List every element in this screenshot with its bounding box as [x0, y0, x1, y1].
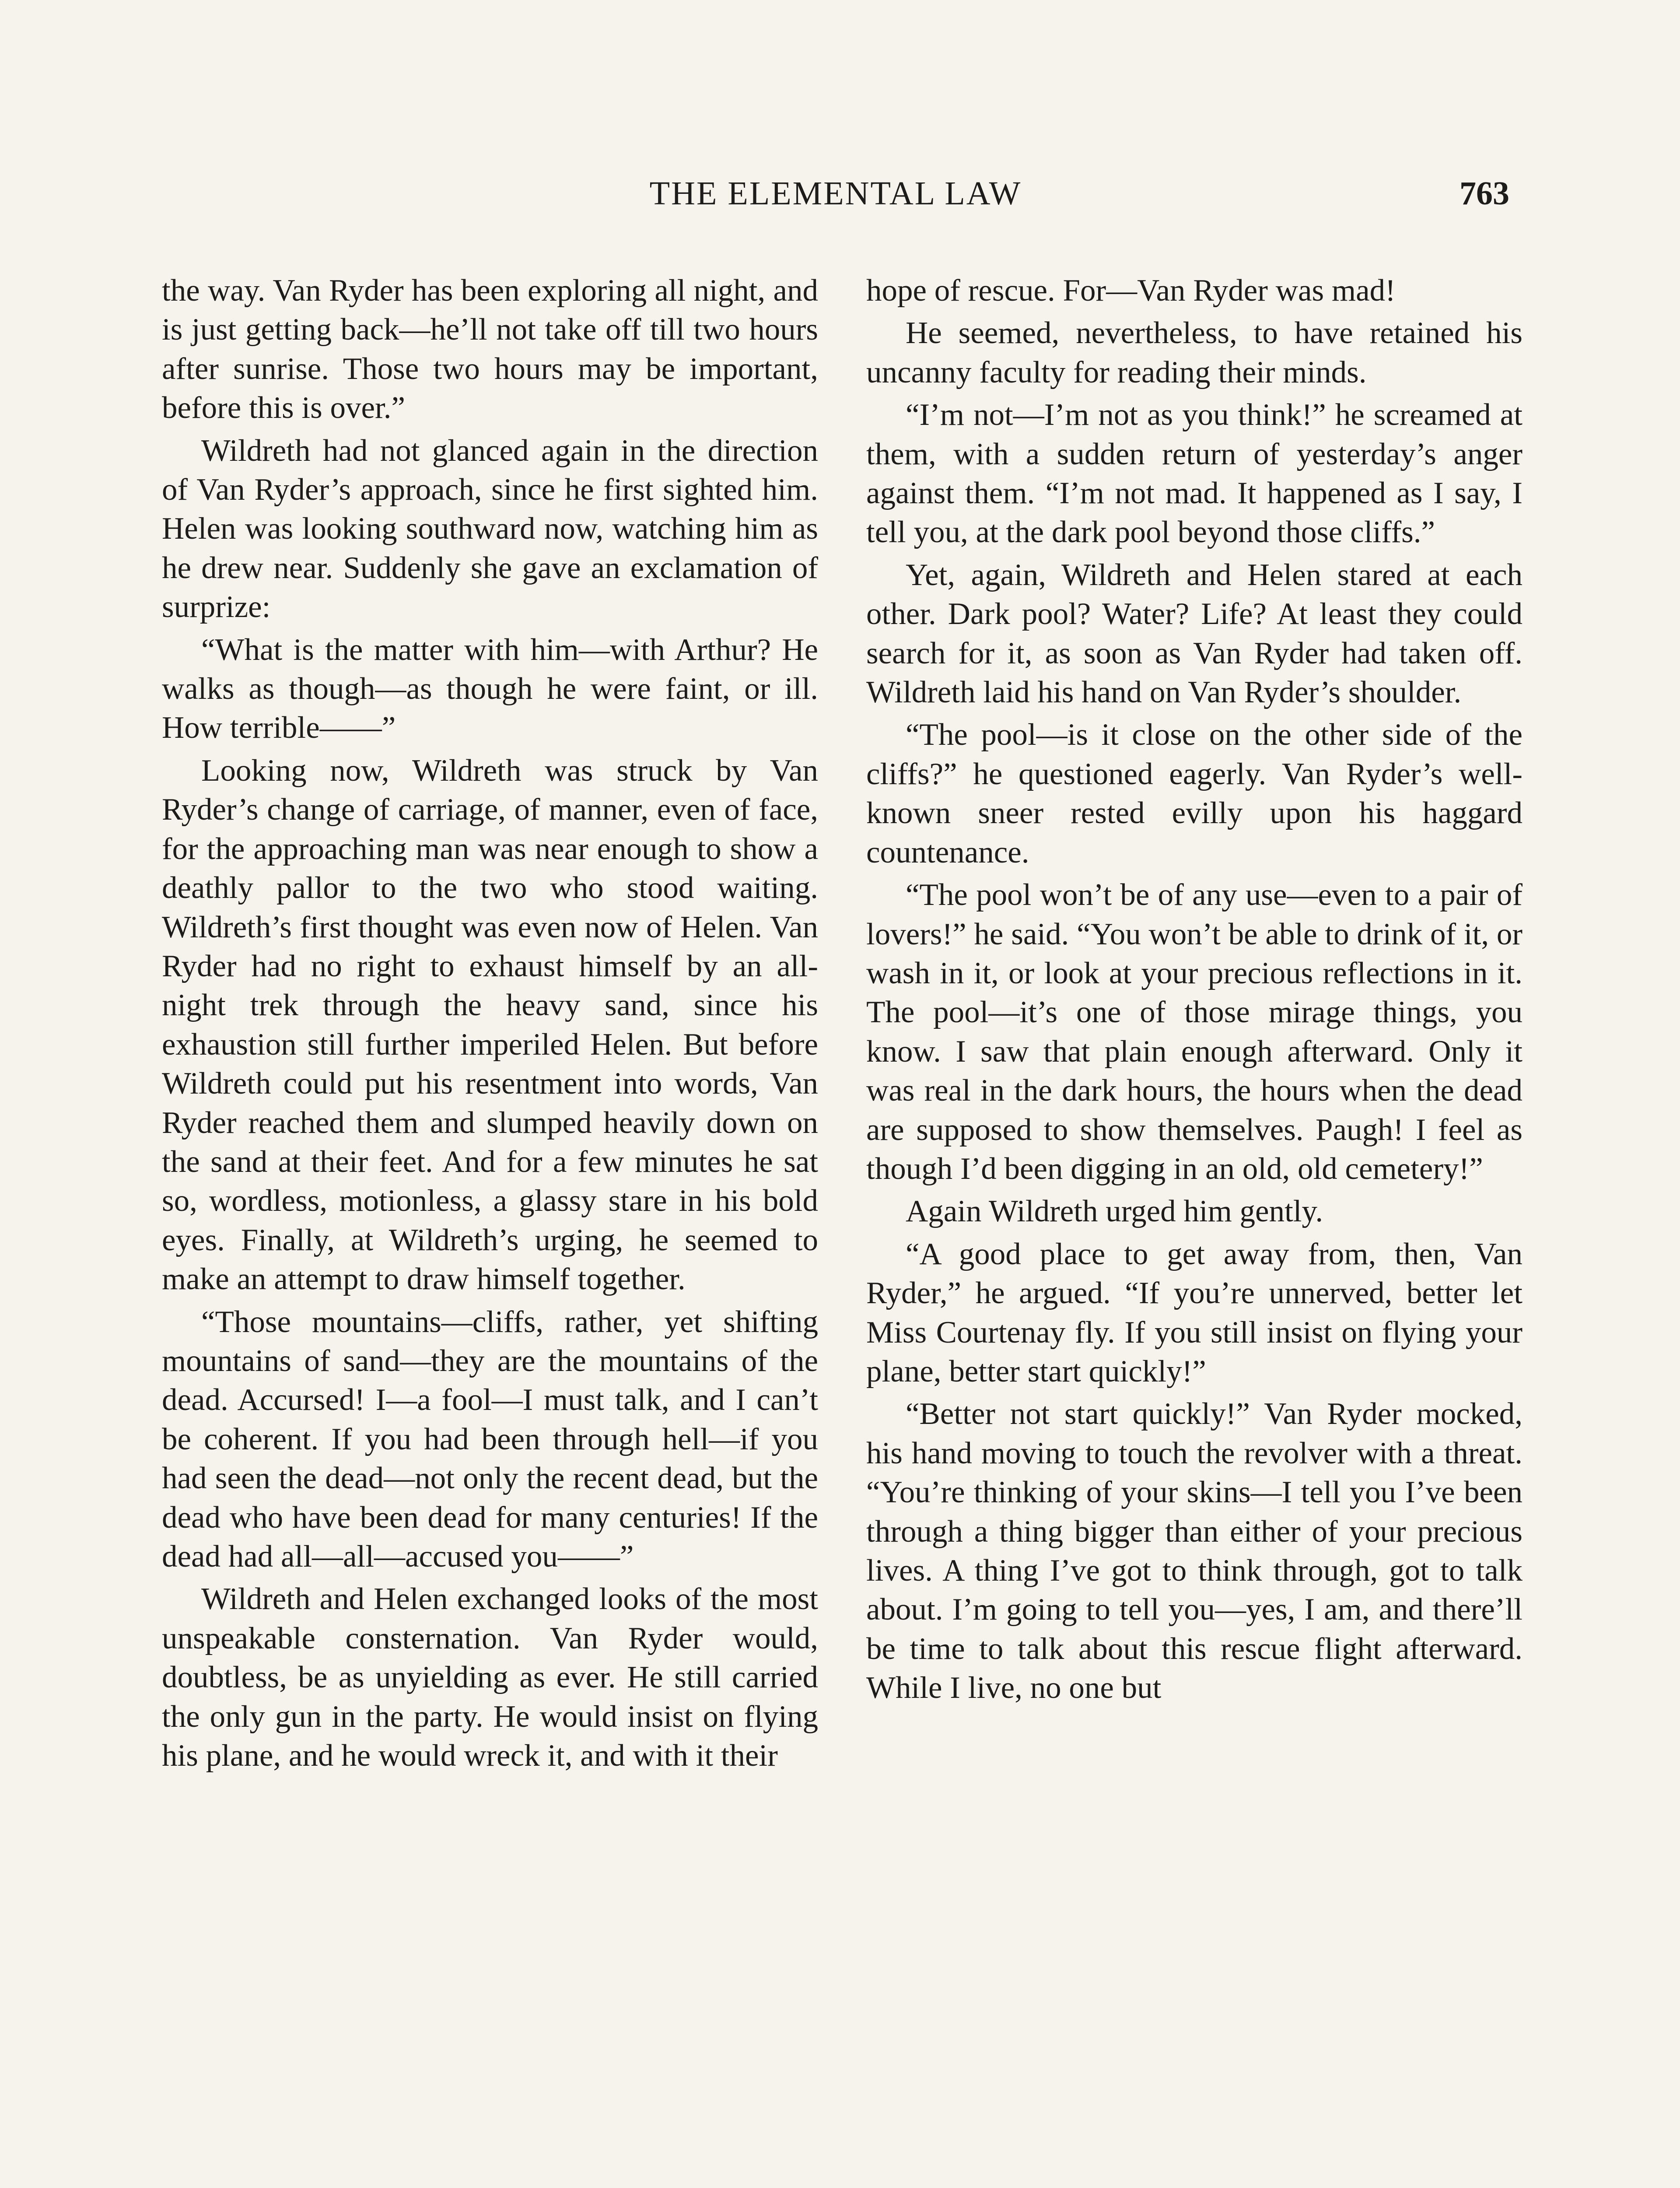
paragraph: Wildreth and Helen exchanged looks of the most unspeakable consternation. Van Ryder would, doubtless, be as unyielding as ever. He still carried the only gun in the party. He would insist on flying his plane, and he would wreck it, and with it their	[162, 1582, 818, 1773]
paragraph: “The pool—is it close on the other side of the cliffs?” he questioned eagerly. Van Ryder’s well-known sneer rested evilly upon his haggard countenance.	[866, 718, 1522, 870]
paragraph: Again Wildreth urged him gently.	[906, 1194, 1323, 1229]
page-header	[162, 172, 1509, 237]
paragraph: the way. Van Ryder has been exploring all night, and is just getting back—he’ll not take off till two hours after sunrise. Those two hours may be important, before this is over.”	[162, 274, 818, 425]
page-number: 763	[1460, 175, 1509, 212]
right-column	[866, 271, 1522, 1711]
paragraph: “Better not start quickly!” Van Ryder mocked, his hand moving to touch the revolver with a threat. “You’re thinking of your skins—I tell you I’ve been through a thing bigger than either of your precious lives. A thing I’ve got to think through, got to talk about. I’m going to tell you—yes, I am, and there’ll be time to talk about this rescue flight afterward. While I live, no one but	[866, 1397, 1522, 1705]
paragraph: “The pool won’t be of any use—even to a pair of lovers!” he said. “You won’t be able to drink of it, or wash in it, or look at your precious reflections in it. The pool—it’s one of those mirage things, you know. I saw that plain enough afterward. Only it was real in the dark hours, the hours when the dead are supposed to show themselves. Paugh! I feel as though I’d been digging in an old, old cemetery!”	[866, 878, 1522, 1186]
paragraph: Wildreth had not glanced again in the direction of Van Ryder’s approach, since he first sighted him. Helen was looking southward now, watching him as he drew near. Suddenly she gave an exclamation of surprize:	[162, 433, 818, 624]
paragraph: hope of rescue. For—Van Ryder was mad!	[866, 274, 1396, 308]
paragraph: Looking now, Wildreth was struck by Van Ryder’s change of carriage, of manner, even of face, for the approaching man was near enough to show a deathly pallor to the two who stood waiting. Wildreth’s first thought was even now of Helen. Van Ryder had no right to exhaust himself by an all-night trek through the heavy sand, since his exhaustion still further imperiled Helen. But before Wildreth could put his resentment into words, Van Ryder reached them and slumped heavily down on the sand at their feet. And for a few minutes he sat so, wordless, motionless, a glassy stare in his bold eyes. Finally, at Wildreth’s urging, he seemed to make an attempt to draw himself together.	[162, 753, 818, 1297]
paragraph: Yet, again, Wildreth and Helen stared at each other. Dark pool? Water? Life? At least they could search for it, as soon as Van Ryder had taken off. Wildreth laid his hand on Van Ryder’s shoulder.	[866, 558, 1522, 710]
paragraph: “Those mountains—cliffs, rather, yet shifting mountains of sand—they are the mountains of the dead. Accursed! I—a fool—I must talk, and I can’t be coherent. If you had been through hell—if you had seen the dead—not only the recent dead, but the dead who have been dead for many centuries! If the dead had all—all—accused you——”	[162, 1304, 818, 1574]
paragraph: He seemed, nevertheless, to have retained his uncanny faculty for reading their minds.	[866, 316, 1522, 389]
paragraph: “A good place to get away from, then, Van Ryder,” he argued. “If you’re unnerved, better let Miss Courtenay fly. If you still insist on flying your plane, better start quickly!”	[866, 1237, 1522, 1389]
running-head: THE ELEMENTAL LAW	[649, 175, 1022, 212]
left-column	[162, 271, 818, 1779]
paragraph: “I’m not—I’m not as you think!” he screamed at them, with a sudden return of yesterday’s anger against them. “I’m not mad. It happened as I say, I tell you, at the dark pool beyond those cliffs.”	[866, 398, 1522, 550]
paragraph: “What is the matter with him—with Arthur? He walks as though—as though he were faint, or ill. How terrible——”	[162, 632, 818, 745]
